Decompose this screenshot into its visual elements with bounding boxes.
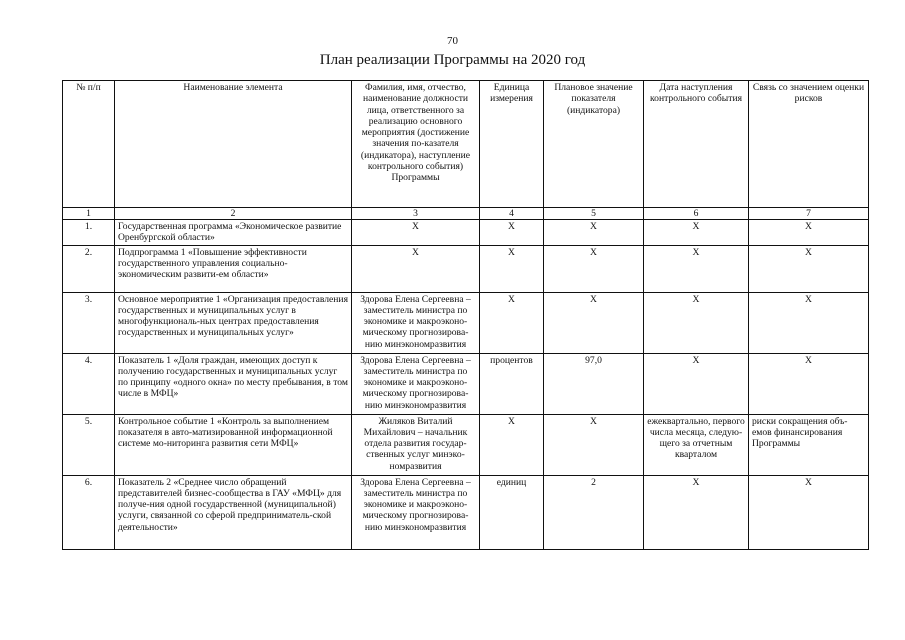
table-row	[63, 353, 869, 414]
element-name: Показатель 2 «Среднее число обращений представителей бизнес-сообщества в ГАУ «МФЦ» для получе-ния одной государственной (муниципальной) услуги, связанной со сферой предприниматель-ской деятельности»	[115, 475, 352, 549]
planned-value-cell: 97,0	[544, 353, 644, 414]
column-number: 2	[115, 208, 352, 220]
column-number: 1	[63, 208, 115, 220]
page-title: План реализации Программы на 2020 год	[319, 52, 586, 68]
header-risk-link: Связь со значением оценки рисков	[749, 81, 869, 208]
unit-cell: Х	[480, 245, 544, 292]
header-responsible: Фамилия, имя, отчество, наименование должности лица, ответственного за реализацию основного мероприятия (достижение значения по-казателя (индикатора), наступление контрольного события) Программы	[352, 81, 480, 208]
responsible-person: Х	[352, 245, 480, 292]
row-number: 1.	[63, 220, 115, 246]
header-number: № п/п	[63, 81, 115, 208]
unit-cell: процентов	[480, 353, 544, 414]
column-number: 5	[544, 208, 644, 220]
column-number: 7	[749, 208, 869, 220]
unit-cell: Х	[480, 414, 544, 475]
header-event-date: Дата наступления контрольного события	[644, 81, 749, 208]
element-name: Подпрограмма 1 «Повышение эффективности государственного управления социально-экономическим развити-ем области»	[115, 245, 352, 292]
row-number: 5.	[63, 414, 115, 475]
responsible-person: Жиляков Виталий Михайлович – начальник отдела развития государ-ственных услуг минэко-номразвития	[352, 414, 480, 475]
table-row	[63, 245, 869, 292]
table-header	[63, 81, 869, 220]
row-number: 3.	[63, 292, 115, 353]
row-number: 2.	[63, 245, 115, 292]
unit-cell: Х	[480, 220, 544, 246]
table-row	[63, 220, 869, 246]
column-number: 6	[644, 208, 749, 220]
page-number: 70	[447, 35, 458, 47]
risk-link-cell: Х	[749, 245, 869, 292]
table-row	[63, 292, 869, 353]
planned-value-cell: Х	[544, 220, 644, 246]
event-date-cell: Х	[644, 475, 749, 549]
element-name: Государственная программа «Экономическое развитие Оренбургской области»	[115, 220, 352, 246]
event-date-cell: Х	[644, 292, 749, 353]
risk-link-cell: Х	[749, 220, 869, 246]
unit-cell: единиц	[480, 475, 544, 549]
element-name: Показатель 1 «Доля граждан, имеющих доступ к получению государственных и муниципальных услуг по принципу «одного окна» по месту пребывания, в том числе в МФЦ»	[115, 353, 352, 414]
header-element-name: Наименование элемента	[115, 81, 352, 208]
responsible-person: Здорова Елена Сергеевна – заместитель министра по экономике и макроэконо-мическому прогнозирова-нию минэкономразвития	[352, 475, 480, 549]
column-number-row	[63, 208, 869, 220]
table-row	[63, 475, 869, 549]
planned-value-cell: Х	[544, 292, 644, 353]
event-date-cell: Х	[644, 353, 749, 414]
element-name: Основное мероприятие 1 «Организация предоставления государственных и муниципальных услуг в многофункциональ-ных центрах предоставления государственных и муниципальных услуг»	[115, 292, 352, 353]
responsible-person: Х	[352, 220, 480, 246]
element-name: Контрольное событие 1 «Контроль за выполнением показателя в авто-матизированной информационной системе мо-ниторинга развития сети МФЦ»	[115, 414, 352, 475]
row-number: 6.	[63, 475, 115, 549]
header-unit: Единица измерения	[480, 81, 544, 208]
header-planned-value: Плановое значение показателя (индикатора)	[544, 81, 644, 208]
column-number: 4	[480, 208, 544, 220]
risk-link-cell: Х	[749, 292, 869, 353]
responsible-person: Здорова Елена Сергеевна – заместитель министра по экономике и макроэконо-мическому прогнозирова-нию минэкономразвития	[352, 353, 480, 414]
planned-value-cell: Х	[544, 245, 644, 292]
planned-value-cell: 2	[544, 475, 644, 549]
event-date-cell: Х	[644, 245, 749, 292]
responsible-person: Здорова Елена Сергеевна – заместитель министра по экономике и макроэконо-мическому прогнозирова-нию минэкономразвития	[352, 292, 480, 353]
planned-value-cell: Х	[544, 414, 644, 475]
event-date-cell: ежеквартально, первого числа месяца, следую-щего за отчетным кварталом	[644, 414, 749, 475]
unit-cell: Х	[480, 292, 544, 353]
row-number: 4.	[63, 353, 115, 414]
risk-link-cell: Х	[749, 353, 869, 414]
table-row	[63, 414, 869, 475]
plan-table	[62, 80, 869, 550]
risk-link-cell: риски сокращения объ-емов финансирования Программы	[749, 414, 869, 475]
column-number: 3	[352, 208, 480, 220]
risk-link-cell: Х	[749, 475, 869, 549]
event-date-cell: Х	[644, 220, 749, 246]
